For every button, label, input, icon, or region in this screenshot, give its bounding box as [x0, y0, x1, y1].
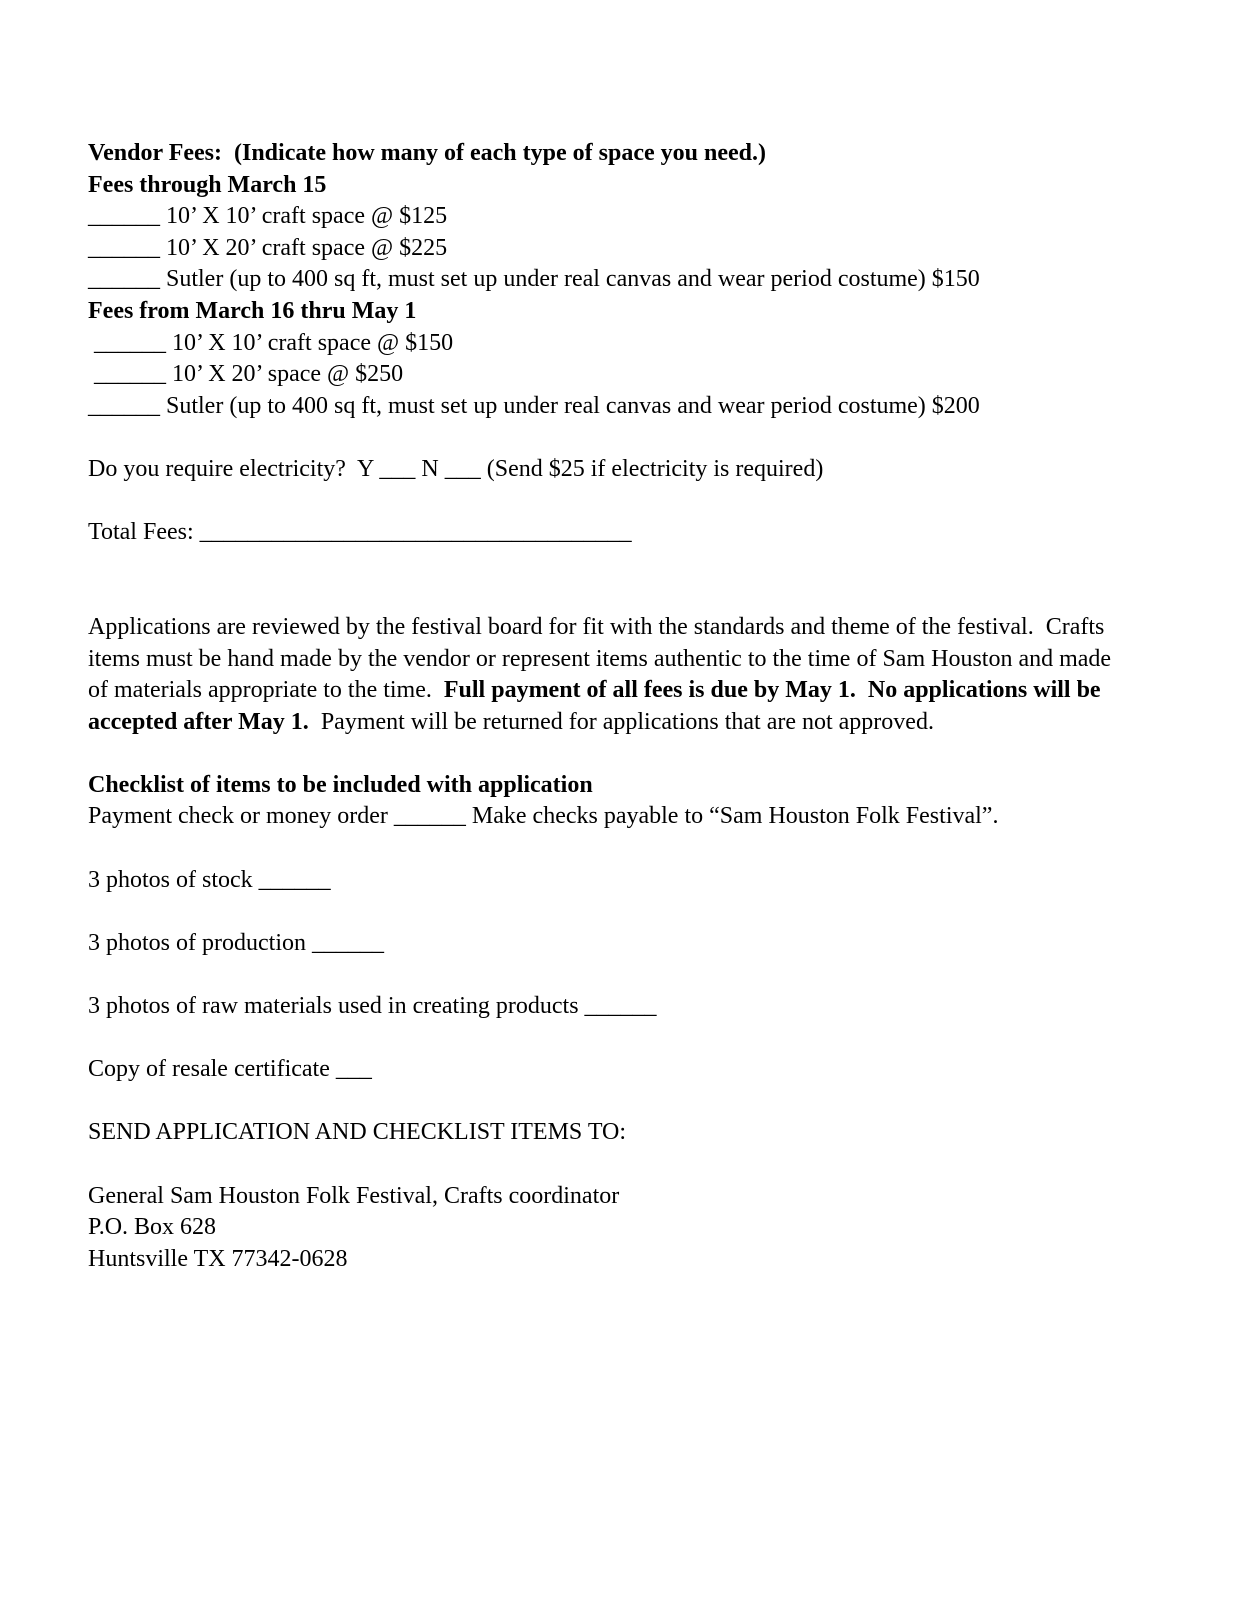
blank-line: [88, 1086, 1167, 1118]
fee-line-10x20-late: [88, 359, 1167, 391]
text-segment: ______ 10’ X 20’ craft space @ $225: [88, 234, 448, 261]
text-segment: Copy of resale certificate ___: [88, 1056, 372, 1083]
photos-of-production-line: [88, 928, 1167, 960]
text-segment: General Sam Houston Folk Festival, Crafts coordinator: [88, 1182, 620, 1209]
text-segment: 3 photos of raw materials used in creating products ______: [88, 993, 657, 1020]
photos-of-raw-materials-line: [88, 991, 1167, 1023]
blank-line: [88, 580, 1167, 612]
blank-line: [88, 959, 1167, 991]
fees-through-march-15-heading: [88, 170, 1167, 202]
blank-line: [88, 833, 1167, 865]
fee-line-sutler-late: [88, 391, 1167, 423]
text-segment: ______ Sutler (up to 400 sq ft, must set up under real canvas and wear period costume) $200: [88, 392, 980, 419]
send-application-heading: [88, 1117, 1167, 1149]
fee-line-sutler-early: [88, 264, 1167, 296]
fee-line-10x20-early: [88, 233, 1167, 265]
payment-check-line: [88, 801, 1167, 833]
text-segment: Applications are reviewed by the festival board for fit with the standards and theme of the festival. Crafts items must be hand made by the vendor or represent items authentic to the time of Sam Houston and made of materials appropriate to the time.: [88, 613, 1118, 704]
bold-text-segment: Fees from March 16 thru May 1: [88, 297, 417, 324]
text-segment: ______ 10’ X 10’ craft space @ $125: [88, 203, 448, 230]
text-segment: SEND APPLICATION AND CHECKLIST ITEMS TO:: [88, 1119, 627, 1146]
blank-line: [88, 896, 1167, 928]
total-fees-line: [88, 517, 1167, 549]
blank-line: [88, 738, 1167, 770]
vendor-fees-heading: [88, 138, 1167, 170]
text-segment: P.O. Box 628: [88, 1214, 217, 1241]
photos-of-stock-line: [88, 865, 1167, 897]
fee-line-10x10-late: [88, 328, 1167, 360]
bold-text-segment: Fees through March 15: [88, 171, 327, 198]
blank-line: [88, 422, 1167, 454]
text-segment: Total Fees: ____________________________________: [88, 519, 632, 546]
bold-text-segment: Checklist of items to be included with application: [88, 771, 593, 798]
blank-line: [88, 486, 1167, 518]
resale-certificate-line: [88, 1054, 1167, 1086]
address-line-city: [88, 1244, 1167, 1276]
bold-text-segment: Full payment of all fees is due by May 1. No applications will be accepted after May 1.: [88, 677, 1107, 735]
blank-line: [88, 549, 1167, 581]
address-line-po-box: [88, 1212, 1167, 1244]
text-segment: 3 photos of production ______: [88, 929, 384, 956]
text-segment: 3 photos of stock ______: [88, 866, 331, 893]
fee-line-10x10-early: [88, 201, 1167, 233]
address-line-organization: [88, 1181, 1167, 1213]
text-segment: ______ 10’ X 20’ space @ $250: [88, 361, 404, 388]
text-segment: Payment will be returned for applications that are not approved.: [308, 708, 934, 735]
blank-line: [88, 1149, 1167, 1181]
text-segment: ______ Sutler (up to 400 sq ft, must set up under real canvas and wear period costume) $150: [88, 266, 980, 293]
text-segment: Do you require electricity? Y ___ N ___ (Send $25 if electricity is required): [88, 455, 824, 482]
text-segment: Huntsville TX 77342-0628: [88, 1245, 348, 1272]
blank-line: [88, 1023, 1167, 1055]
bold-text-segment: Vendor Fees: (Indicate how many of each type of space you need.): [88, 140, 766, 166]
text-segment: Payment check or money order ______ Make checks payable to “Sam Houston Folk Festival”.: [88, 803, 999, 830]
text-segment: ______ 10’ X 10’ craft space @ $150: [88, 329, 454, 356]
electricity-question-line: [88, 454, 1167, 486]
fees-march-16-thru-may-1-heading: [88, 296, 1167, 328]
review-policy-paragraph: [88, 612, 1123, 738]
checklist-heading: [88, 770, 1167, 802]
